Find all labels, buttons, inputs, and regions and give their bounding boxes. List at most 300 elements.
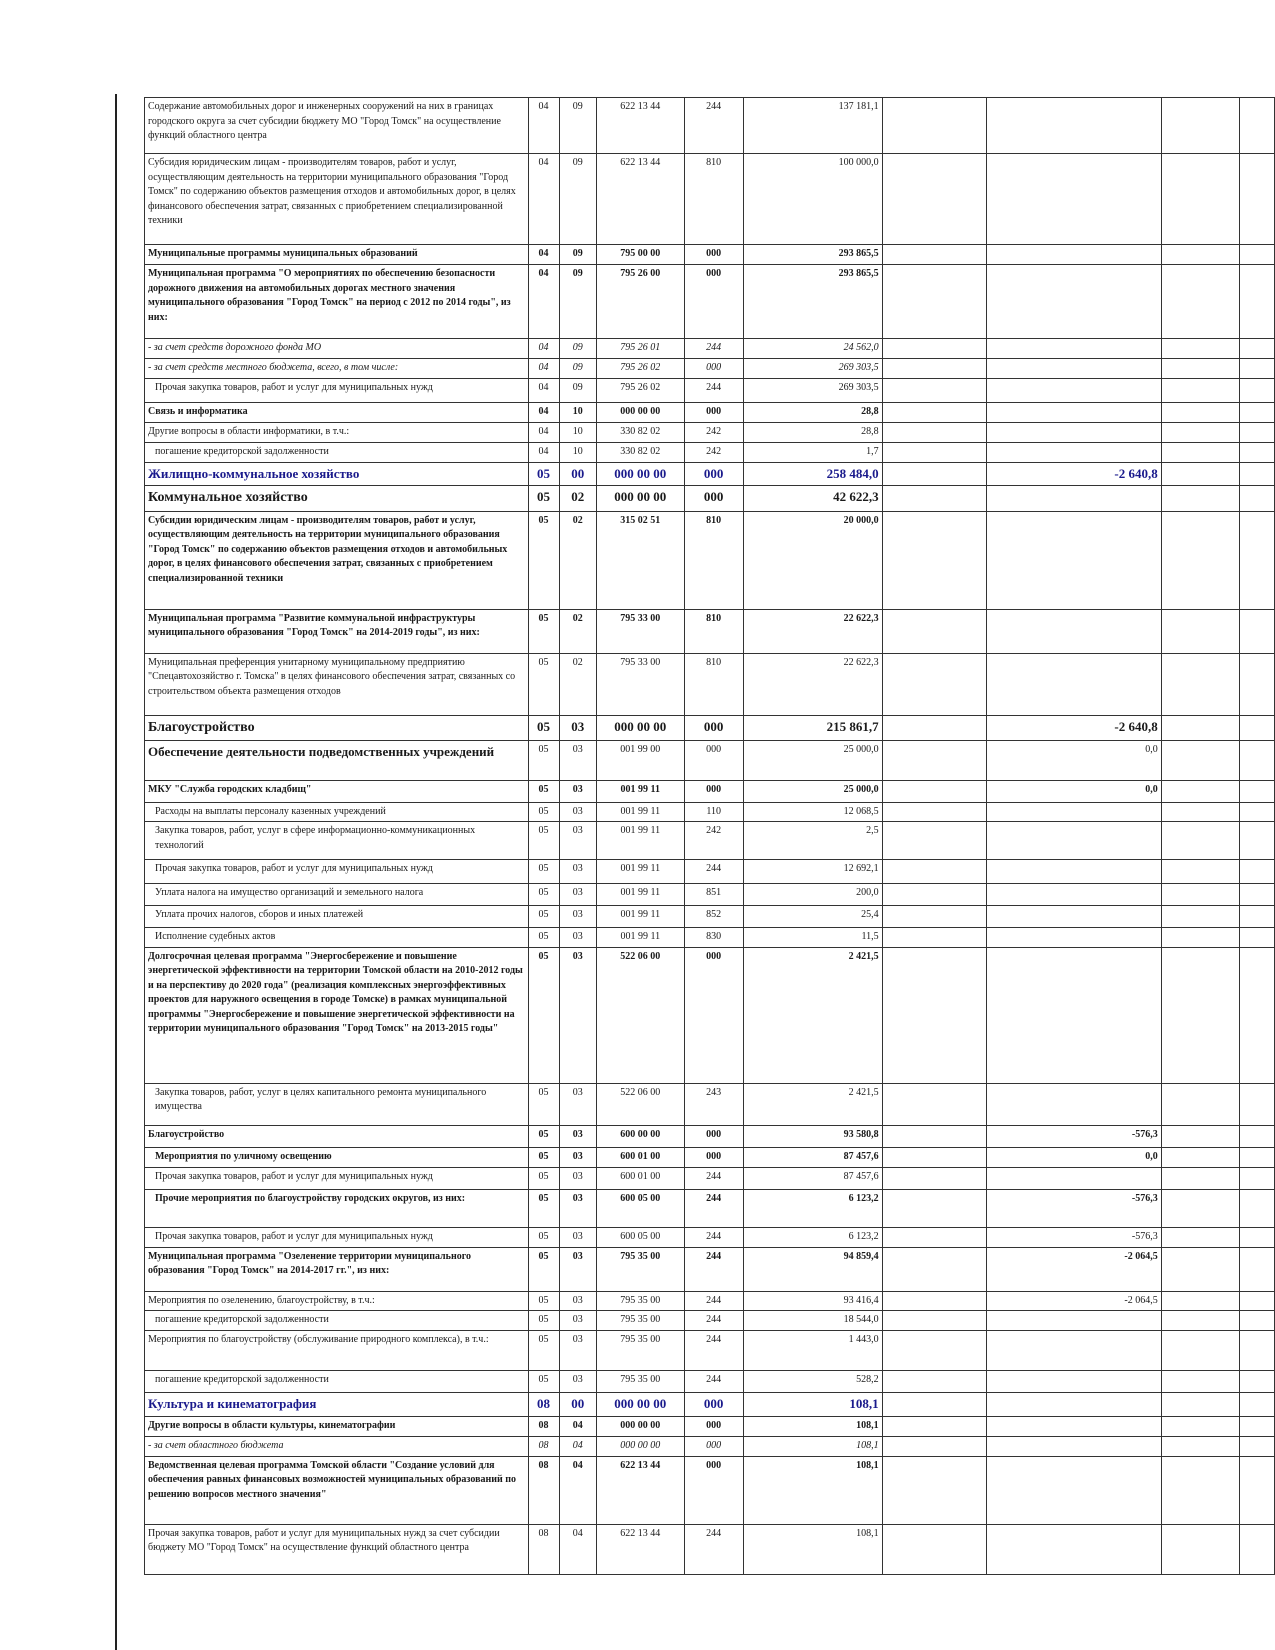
cell-c8 xyxy=(1161,1227,1240,1247)
table-row xyxy=(145,511,1275,609)
cell-c6 xyxy=(882,1456,986,1524)
cell-c2: 09 xyxy=(559,154,596,245)
cell-c5: 42 622,3 xyxy=(743,486,882,511)
cell-c6 xyxy=(882,1125,986,1147)
table-row xyxy=(145,98,1275,154)
cell-name: Субсидия юридическим лицам - производителям товаров, работ и услуг, осуществляющим деятельность на территории муниципального образования "Город Томск" по содержанию объектов размещения отходов и автомобильных дорог, в целях финансового обеспечения затрат, связанных с приобретением специализированной техники xyxy=(145,154,529,245)
table-row xyxy=(145,422,1275,442)
table-row xyxy=(145,1291,1275,1311)
cell-c2: 03 xyxy=(559,928,596,948)
cell-c3: 330 82 02 xyxy=(596,422,684,442)
cell-c7 xyxy=(986,653,1161,715)
cell-c4: 000 xyxy=(684,486,743,511)
table-row xyxy=(145,1125,1275,1147)
cell-c7: 0,0 xyxy=(986,740,1161,780)
cell-c8 xyxy=(1161,1125,1240,1147)
cell-c7 xyxy=(986,860,1161,884)
table-row xyxy=(145,265,1275,339)
cell-c5: 269 303,5 xyxy=(743,378,882,402)
cell-c3: 795 26 01 xyxy=(596,339,684,359)
cell-c3: 315 02 51 xyxy=(596,511,684,609)
cell-name: Прочая закупка товаров, работ и услуг для муниципальных нужд за счет субсидии бюджету МО "Город Томск" на осуществление функций областного центра xyxy=(145,1524,529,1574)
cell-c4: 243 xyxy=(684,1083,743,1125)
cell-c2: 03 xyxy=(559,740,596,780)
cell-name: Прочая закупка товаров, работ и услуг для муниципальных нужд xyxy=(145,860,529,884)
cell-c9 xyxy=(1240,1147,1275,1167)
cell-c3: 622 13 44 xyxy=(596,1524,684,1574)
cell-c6 xyxy=(882,715,986,740)
cell-c4: 244 xyxy=(684,1227,743,1247)
cell-c3: 622 13 44 xyxy=(596,98,684,154)
cell-c4: 810 xyxy=(684,154,743,245)
cell-c4: 242 xyxy=(684,422,743,442)
cell-name: Муниципальная программа "Развитие коммунальной инфраструктуры муниципального образования "Город Томск" на 2014-2019 годы", из них: xyxy=(145,609,529,653)
cell-c9 xyxy=(1240,1437,1275,1457)
cell-c7 xyxy=(986,822,1161,860)
cell-c6 xyxy=(882,265,986,339)
table-row xyxy=(145,486,1275,511)
table-row xyxy=(145,802,1275,822)
cell-c3: 795 26 02 xyxy=(596,359,684,379)
cell-c4: 000 xyxy=(684,1456,743,1524)
cell-c7 xyxy=(986,1331,1161,1371)
cell-c6 xyxy=(882,511,986,609)
cell-c1: 04 xyxy=(528,98,559,154)
table-row xyxy=(145,1311,1275,1331)
cell-c2: 03 xyxy=(559,780,596,802)
cell-name: Ведомственная целевая программа Томской области "Создание условий для обеспечения равных финансовых возможностей муниципальных образований по решению вопросов местного значения" xyxy=(145,1456,529,1524)
cell-c8 xyxy=(1161,1393,1240,1417)
cell-c6 xyxy=(882,1371,986,1393)
cell-c3: 000 00 00 xyxy=(596,1437,684,1457)
table-row xyxy=(145,928,1275,948)
cell-c9 xyxy=(1240,780,1275,802)
cell-c6 xyxy=(882,339,986,359)
cell-c7 xyxy=(986,511,1161,609)
cell-c4: 851 xyxy=(684,884,743,906)
cell-c9 xyxy=(1240,1291,1275,1311)
cell-c9 xyxy=(1240,928,1275,948)
cell-c3: 795 00 00 xyxy=(596,245,684,265)
cell-c1: 04 xyxy=(528,402,559,422)
cell-c1: 05 xyxy=(528,715,559,740)
cell-name: Муниципальная программа "Озеленение территории муниципального образования "Город Томск" на 2014-2017 гг.", из них: xyxy=(145,1247,529,1291)
cell-c5: 22 622,3 xyxy=(743,609,882,653)
cell-c6 xyxy=(882,884,986,906)
cell-c3: 600 01 00 xyxy=(596,1167,684,1189)
cell-name: Муниципальная преференция унитарному муниципальному предприятию "Спецавтохозяйство г. Томска" в целях финансового обеспечения затрат, связанных со строительством объекта размещения отходов xyxy=(145,653,529,715)
cell-c9 xyxy=(1240,1331,1275,1371)
cell-c8 xyxy=(1161,715,1240,740)
cell-c7 xyxy=(986,422,1161,442)
table-row xyxy=(145,1147,1275,1167)
cell-c6 xyxy=(882,359,986,379)
cell-c1: 05 xyxy=(528,1125,559,1147)
cell-c6 xyxy=(882,245,986,265)
cell-c8 xyxy=(1161,653,1240,715)
cell-c7 xyxy=(986,98,1161,154)
table-row xyxy=(145,154,1275,245)
cell-c4: 244 xyxy=(684,1371,743,1393)
cell-c5: 28,8 xyxy=(743,402,882,422)
cell-c9 xyxy=(1240,1371,1275,1393)
cell-c9 xyxy=(1240,653,1275,715)
cell-c8 xyxy=(1161,1247,1240,1291)
cell-c4: 000 xyxy=(684,1147,743,1167)
cell-c9 xyxy=(1240,1167,1275,1189)
cell-c5: 18 544,0 xyxy=(743,1311,882,1331)
cell-c1: 04 xyxy=(528,265,559,339)
cell-c4: 244 xyxy=(684,1247,743,1291)
table-row xyxy=(145,442,1275,462)
cell-c9 xyxy=(1240,1393,1275,1417)
cell-name: Уплата прочих налогов, сборов и иных платежей xyxy=(145,906,529,928)
table-row xyxy=(145,402,1275,422)
cell-c3: 001 99 00 xyxy=(596,740,684,780)
cell-c9 xyxy=(1240,740,1275,780)
cell-name: - за счет средств дорожного фонда МО xyxy=(145,339,529,359)
cell-c1: 05 xyxy=(528,822,559,860)
cell-c3: 000 00 00 xyxy=(596,715,684,740)
cell-c1: 05 xyxy=(528,609,559,653)
cell-c6 xyxy=(882,802,986,822)
cell-c1: 05 xyxy=(528,1311,559,1331)
cell-c8 xyxy=(1161,947,1240,1083)
cell-c3: 795 26 00 xyxy=(596,265,684,339)
cell-c5: 100 000,0 xyxy=(743,154,882,245)
cell-c1: 08 xyxy=(528,1437,559,1457)
cell-c9 xyxy=(1240,1189,1275,1227)
cell-c6 xyxy=(882,154,986,245)
cell-c1: 08 xyxy=(528,1524,559,1574)
cell-c1: 05 xyxy=(528,1167,559,1189)
cell-c2: 04 xyxy=(559,1437,596,1457)
cell-c8 xyxy=(1161,245,1240,265)
table-row xyxy=(145,653,1275,715)
table-row xyxy=(145,1456,1275,1524)
cell-name: Коммунальное хозяйство xyxy=(145,486,529,511)
cell-c6 xyxy=(882,1167,986,1189)
table-row xyxy=(145,1167,1275,1189)
cell-name: Субсидии юридическим лицам - производителям товаров, работ и услуг, осуществляющим деятельность на территории муниципального образования "Город Томск" по содержанию объектов размещения отходов и автомобильных дорог, в целях финансового обеспечения затрат, связанных с приобретением специализированной техники xyxy=(145,511,529,609)
cell-c9 xyxy=(1240,462,1275,486)
cell-c9 xyxy=(1240,442,1275,462)
cell-c2: 03 xyxy=(559,906,596,928)
table-row xyxy=(145,1371,1275,1393)
cell-c2: 02 xyxy=(559,609,596,653)
cell-c8 xyxy=(1161,154,1240,245)
cell-name: Другие вопросы в области культуры, кинематографии xyxy=(145,1417,529,1437)
cell-c3: 795 26 02 xyxy=(596,378,684,402)
cell-c2: 03 xyxy=(559,1247,596,1291)
cell-c2: 03 xyxy=(559,1331,596,1371)
cell-c1: 05 xyxy=(528,486,559,511)
cell-c1: 05 xyxy=(528,947,559,1083)
cell-c8 xyxy=(1161,860,1240,884)
cell-c1: 05 xyxy=(528,884,559,906)
cell-c3: 000 00 00 xyxy=(596,1417,684,1437)
cell-c4: 000 xyxy=(684,1437,743,1457)
cell-c1: 05 xyxy=(528,1147,559,1167)
cell-c7: -576,3 xyxy=(986,1227,1161,1247)
cell-c2: 03 xyxy=(559,1147,596,1167)
cell-c6 xyxy=(882,486,986,511)
cell-c4: 810 xyxy=(684,609,743,653)
cell-c4: 000 xyxy=(684,1125,743,1147)
cell-c8 xyxy=(1161,1311,1240,1331)
cell-name: Мероприятия по озеленению, благоустройству, в т.ч.: xyxy=(145,1291,529,1311)
cell-c6 xyxy=(882,98,986,154)
cell-c4: 000 xyxy=(684,462,743,486)
cell-c4: 000 xyxy=(684,402,743,422)
cell-c5: 93 416,4 xyxy=(743,1291,882,1311)
cell-c3: 001 99 11 xyxy=(596,884,684,906)
cell-c5: 269 303,5 xyxy=(743,359,882,379)
table-row xyxy=(145,1331,1275,1371)
cell-c9 xyxy=(1240,906,1275,928)
cell-c7 xyxy=(986,1371,1161,1393)
cell-c5: 6 123,2 xyxy=(743,1189,882,1227)
budget-table xyxy=(144,97,1275,1575)
cell-c9 xyxy=(1240,1456,1275,1524)
cell-c3: 000 00 00 xyxy=(596,462,684,486)
cell-name: Закупка товаров, работ, услуг в сфере информационно-коммуникационных технологий xyxy=(145,822,529,860)
cell-c3: 600 05 00 xyxy=(596,1227,684,1247)
cell-c7 xyxy=(986,1167,1161,1189)
cell-c2: 10 xyxy=(559,442,596,462)
cell-c6 xyxy=(882,442,986,462)
cell-c1: 05 xyxy=(528,1247,559,1291)
cell-c8 xyxy=(1161,1437,1240,1457)
cell-c6 xyxy=(882,1393,986,1417)
cell-c7 xyxy=(986,265,1161,339)
cell-c2: 09 xyxy=(559,98,596,154)
table-row xyxy=(145,378,1275,402)
cell-name: Культура и кинематография xyxy=(145,1393,529,1417)
cell-name: Обеспечение деятельности подведомственных учреждений xyxy=(145,740,529,780)
cell-c7 xyxy=(986,947,1161,1083)
cell-c1: 08 xyxy=(528,1456,559,1524)
cell-name: Исполнение судебных актов xyxy=(145,928,529,948)
cell-c4: 852 xyxy=(684,906,743,928)
cell-c5: 293 865,5 xyxy=(743,265,882,339)
cell-c3: 330 82 02 xyxy=(596,442,684,462)
cell-c7: -2 064,5 xyxy=(986,1247,1161,1291)
cell-c1: 05 xyxy=(528,1371,559,1393)
cell-c5: 28,8 xyxy=(743,422,882,442)
table-row xyxy=(145,462,1275,486)
cell-c8 xyxy=(1161,1167,1240,1189)
cell-c1: 04 xyxy=(528,359,559,379)
cell-c8 xyxy=(1161,265,1240,339)
table-row xyxy=(145,715,1275,740)
cell-c9 xyxy=(1240,402,1275,422)
cell-c1: 05 xyxy=(528,653,559,715)
cell-c5: 108,1 xyxy=(743,1456,882,1524)
cell-name: Содержание автомобильных дорог и инженерных сооружений на них в границах городского округа за счет субсидии бюджету МО "Город Томск" на осуществление функций областного центра xyxy=(145,98,529,154)
table-row xyxy=(145,245,1275,265)
cell-c8 xyxy=(1161,359,1240,379)
cell-c2: 02 xyxy=(559,653,596,715)
cell-c6 xyxy=(882,740,986,780)
cell-c2: 03 xyxy=(559,1227,596,1247)
cell-c8 xyxy=(1161,1291,1240,1311)
cell-c4: 000 xyxy=(684,359,743,379)
cell-c2: 03 xyxy=(559,1167,596,1189)
cell-c6 xyxy=(882,780,986,802)
cell-c8 xyxy=(1161,822,1240,860)
cell-c1: 08 xyxy=(528,1393,559,1417)
cell-c7 xyxy=(986,884,1161,906)
cell-c1: 05 xyxy=(528,1331,559,1371)
cell-c9 xyxy=(1240,1227,1275,1247)
cell-c1: 05 xyxy=(528,780,559,802)
cell-c3: 522 06 00 xyxy=(596,1083,684,1125)
cell-c7 xyxy=(986,1417,1161,1437)
table-row xyxy=(145,860,1275,884)
cell-c8 xyxy=(1161,802,1240,822)
table-row xyxy=(145,884,1275,906)
cell-c9 xyxy=(1240,154,1275,245)
cell-c8 xyxy=(1161,1371,1240,1393)
cell-c7: -2 064,5 xyxy=(986,1291,1161,1311)
cell-c6 xyxy=(882,928,986,948)
cell-name: погашение кредиторской задолженности xyxy=(145,1371,529,1393)
cell-c6 xyxy=(882,1291,986,1311)
cell-c4: 000 xyxy=(684,947,743,1083)
cell-name: Долгосрочная целевая программа "Энергосбережение и повышение энергетической эффективности на территории Томской области на 2010-2012 годы и на перспективу до 2020 года" (реализация комплексных энергоэффективных проектов для наружного освещения в городе Томске) в рамках муниципальной программы "Энергосбережение и повышение энергетической эффективности на территории муниципального образования "Город Томск" на 2013-2015 годы" xyxy=(145,947,529,1083)
cell-c4: 244 xyxy=(684,1524,743,1574)
cell-c8 xyxy=(1161,511,1240,609)
cell-c7 xyxy=(986,802,1161,822)
cell-c4: 244 xyxy=(684,339,743,359)
cell-c6 xyxy=(882,1437,986,1457)
cell-c9 xyxy=(1240,265,1275,339)
cell-c2: 03 xyxy=(559,1189,596,1227)
cell-c5: 258 484,0 xyxy=(743,462,882,486)
cell-c2: 04 xyxy=(559,1417,596,1437)
cell-c7 xyxy=(986,1437,1161,1457)
table-row xyxy=(145,1437,1275,1457)
cell-c6 xyxy=(882,1147,986,1167)
cell-c6 xyxy=(882,1417,986,1437)
cell-c5: 12 692,1 xyxy=(743,860,882,884)
cell-c1: 05 xyxy=(528,1083,559,1125)
cell-c2: 09 xyxy=(559,339,596,359)
cell-name: Жилищно-коммунальное хозяйство xyxy=(145,462,529,486)
cell-c4: 000 xyxy=(684,1393,743,1417)
cell-c2: 03 xyxy=(559,1125,596,1147)
cell-c1: 05 xyxy=(528,1227,559,1247)
cell-c6 xyxy=(882,947,986,1083)
cell-name: Связь и информатика xyxy=(145,402,529,422)
cell-c8 xyxy=(1161,1417,1240,1437)
cell-name: МКУ "Служба городских кладбищ" xyxy=(145,780,529,802)
cell-c9 xyxy=(1240,1247,1275,1291)
cell-c7 xyxy=(986,442,1161,462)
left-margin-line xyxy=(115,94,117,1650)
table-row xyxy=(145,1417,1275,1437)
cell-c3: 001 99 11 xyxy=(596,860,684,884)
cell-c6 xyxy=(882,462,986,486)
cell-c1: 04 xyxy=(528,378,559,402)
cell-c6 xyxy=(882,1189,986,1227)
cell-name: - за счет областного бюджета xyxy=(145,1437,529,1457)
table-row xyxy=(145,1247,1275,1291)
cell-c3: 000 00 00 xyxy=(596,1393,684,1417)
cell-c3: 622 13 44 xyxy=(596,154,684,245)
cell-c6 xyxy=(882,1331,986,1371)
cell-c5: 93 580,8 xyxy=(743,1125,882,1147)
cell-c5: 1 443,0 xyxy=(743,1331,882,1371)
cell-c6 xyxy=(882,1524,986,1574)
cell-c4: 000 xyxy=(684,780,743,802)
cell-c9 xyxy=(1240,486,1275,511)
cell-c7 xyxy=(986,1311,1161,1331)
table-row xyxy=(145,1189,1275,1227)
cell-c7: -2 640,8 xyxy=(986,462,1161,486)
cell-c8 xyxy=(1161,1147,1240,1167)
cell-c2: 09 xyxy=(559,265,596,339)
cell-c4: 000 xyxy=(684,245,743,265)
cell-c8 xyxy=(1161,1524,1240,1574)
cell-c1: 05 xyxy=(528,740,559,780)
cell-c3: 001 99 11 xyxy=(596,928,684,948)
cell-c9 xyxy=(1240,802,1275,822)
cell-c2: 03 xyxy=(559,947,596,1083)
cell-c7 xyxy=(986,154,1161,245)
table-row xyxy=(145,1083,1275,1125)
cell-c8 xyxy=(1161,884,1240,906)
cell-c4: 244 xyxy=(684,1311,743,1331)
cell-c5: 215 861,7 xyxy=(743,715,882,740)
cell-name: Прочая закупка товаров, работ и услуг для муниципальных нужд xyxy=(145,378,529,402)
cell-c3: 001 99 11 xyxy=(596,906,684,928)
cell-c9 xyxy=(1240,1524,1275,1574)
cell-c3: 600 05 00 xyxy=(596,1189,684,1227)
cell-c5: 25,4 xyxy=(743,906,882,928)
cell-c7 xyxy=(986,378,1161,402)
cell-c2: 03 xyxy=(559,1083,596,1125)
cell-c1: 04 xyxy=(528,154,559,245)
cell-c7: 0,0 xyxy=(986,780,1161,802)
cell-c9 xyxy=(1240,1311,1275,1331)
cell-c4: 244 xyxy=(684,1189,743,1227)
cell-c5: 25 000,0 xyxy=(743,780,882,802)
cell-c2: 03 xyxy=(559,1371,596,1393)
cell-c5: 137 181,1 xyxy=(743,98,882,154)
cell-c3: 000 00 00 xyxy=(596,402,684,422)
cell-c2: 03 xyxy=(559,1291,596,1311)
table-row xyxy=(145,822,1275,860)
cell-c9 xyxy=(1240,822,1275,860)
cell-c5: 108,1 xyxy=(743,1437,882,1457)
cell-name: погашение кредиторской задолженности xyxy=(145,442,529,462)
cell-name: Прочая закупка товаров, работ и услуг для муниципальных нужд xyxy=(145,1227,529,1247)
table-row xyxy=(145,359,1275,379)
cell-c8 xyxy=(1161,98,1240,154)
table-row xyxy=(145,1524,1275,1574)
cell-c8 xyxy=(1161,928,1240,948)
cell-c7 xyxy=(986,402,1161,422)
cell-c5: 11,5 xyxy=(743,928,882,948)
cell-c5: 6 123,2 xyxy=(743,1227,882,1247)
cell-name: Закупка товаров, работ, услуг в целях капитального ремонта муниципального имущества xyxy=(145,1083,529,1125)
cell-name: - за счет средств местного бюджета, всего, в том числе: xyxy=(145,359,529,379)
cell-name: Прочие мероприятия по благоустройству городских округов, из них: xyxy=(145,1189,529,1227)
cell-c2: 03 xyxy=(559,822,596,860)
cell-c1: 05 xyxy=(528,802,559,822)
